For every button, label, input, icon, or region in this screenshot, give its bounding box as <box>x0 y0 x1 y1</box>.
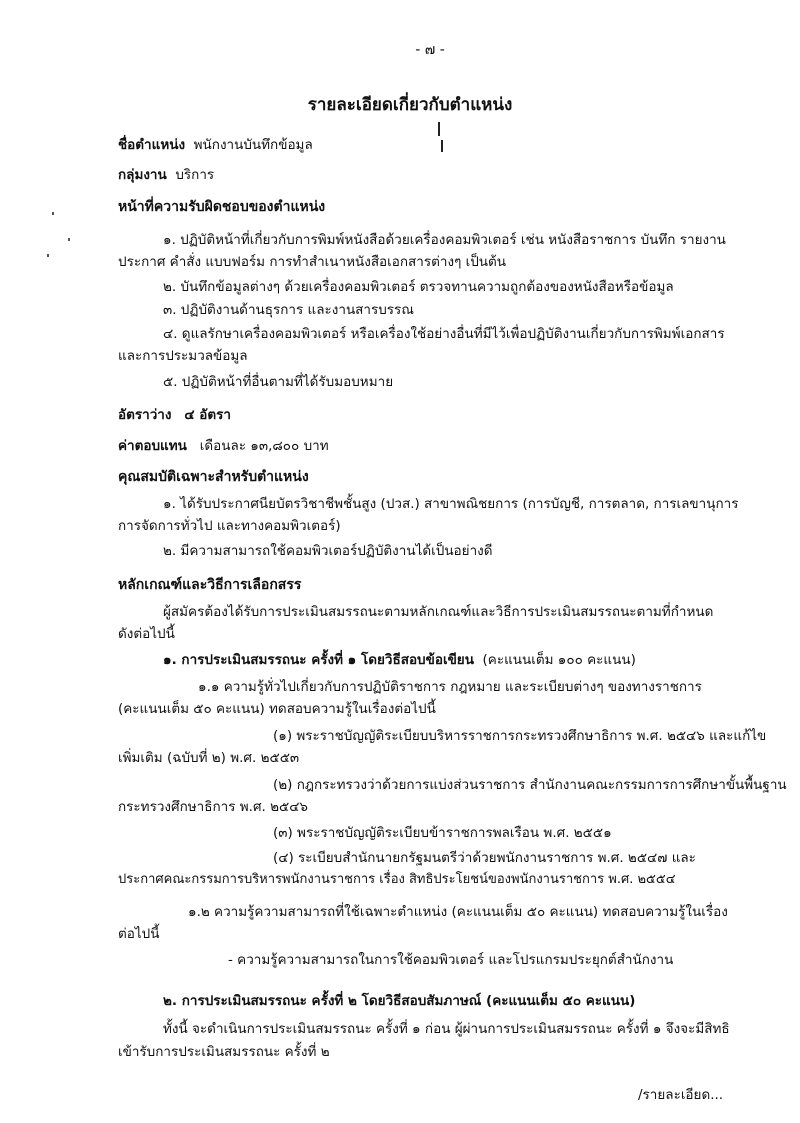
scan-mark <box>441 140 443 152</box>
salary-label: ค่าตอบแทน <box>118 438 187 454</box>
law-1: (๑) พระราชบัญญัติระเบียบบริหารราชการกระทรวงศึกษาธิการ พ.ศ. ๒๕๔๖ และแก้ไข <box>273 728 767 744</box>
sub-1-2-cont: ต่อไปนี้ <box>118 926 160 942</box>
duties-heading: หน้าที่ความรับผิดชอบของตำแหน่ง <box>118 199 326 215</box>
law-2-cont: กระทรวงศึกษาธิการ พ.ศ. ๒๕๔๖ <box>118 799 309 815</box>
page-title: รายละเอียดเกี่ยวกับตำแหน่ง <box>307 95 513 115</box>
law-4: (๔) ระเบียบสำนักนายกรัฐมนตรีว่าด้วยพนักงานราชการ พ.ศ. ๒๕๔๗ และ <box>273 850 696 866</box>
round-2-desc-cont: เข้ารับการประเมินสมรรถนะ ครั้งที่ ๒ <box>118 1044 330 1060</box>
scan-speck-2 <box>68 238 70 241</box>
duty-item-3: ๓. ปฏิบัติงานด้านธุรการ และงานสารบรรณ <box>163 302 414 318</box>
work-group-label: กลุ่มงาน <box>118 167 167 183</box>
sub-1-1: ๑.๑ ความรู้ทั่วไปเกี่ยวกับการปฏิบัติราชการ กฎหมาย และระเบียบต่างๆ ของทางราชการ <box>198 679 702 695</box>
selection-intro: ผู้สมัครต้องได้รับการประเมินสมรรถนะตามหลักเกณฑ์และวิธีการประเมินสมรรถนะตามที่กำหนด <box>163 604 714 620</box>
law-4-cont: ประกาศคณะกรรมการบริหารพนักงานราชการ เรื่อง สิทธิประโยชน์ของพนักงานราชการ พ.ศ. ๒๕๕๔ <box>118 872 676 887</box>
duty-item-2: ๒. บันทึกข้อมูลต่างๆ ด้วยเครื่องคอมพิวเตอร์ ตรวจทานความถูกต้องของหนังสือหรือข้อมูล <box>163 279 674 295</box>
scan-mark <box>438 122 440 136</box>
law-3: (๓) พระราชบัญญัติระเบียบข้าราชการพลเรือน พ.ศ. ๒๕๕๑ <box>273 825 612 841</box>
round-1-score: (คะแนนเต็ม ๑๐๐ คะแนน) <box>482 652 636 668</box>
page-number: - ๗ - <box>415 42 445 58</box>
position-name-row <box>118 135 313 155</box>
selection-intro-cont: ดังต่อไปนี้ <box>118 626 175 642</box>
position-name-value: พนักงานบันทึกข้อมูล <box>193 137 313 153</box>
qualification-item-1-cont: การจัดการทั่วไป และทางคอมพิวเตอร์) <box>118 518 341 534</box>
sub-1-1-cont: (คะแนนเต็ม ๕๐ คะแนน) ทดสอบความรู้ในเรื่องต่อไปนี้ <box>118 701 436 717</box>
salary-row <box>118 436 329 456</box>
vacancy-value: ๔ อัตรา <box>184 407 231 423</box>
scan-speck-1 <box>52 212 54 215</box>
law-2: (๒) กฎกระทรวงว่าด้วยการแบ่งส่วนราชการ สำนักงานคณะกรรมการการศึกษาขั้นพื้นฐาน <box>273 777 787 793</box>
law-1-cont: เพิ่มเติม (ฉบับที่ ๒) พ.ศ. ๒๕๕๓ <box>118 750 300 766</box>
round-2-desc: ทั้งนี้ จะดำเนินการประเมินสมรรถนะ ครั้งที่ ๑ ก่อน ผู้ผ่านการประเมินสมรรถนะ ครั้งที่ ๑ จึงจะมีสิทธิ <box>163 1021 730 1037</box>
round-1-row <box>163 650 636 670</box>
continuation-note: /รายละเอียด... <box>638 1087 724 1103</box>
qualifications-heading: คุณสมบัติเฉพาะสำหรับตำแหน่ง <box>118 469 309 485</box>
scan-speck-3 <box>47 254 49 257</box>
duty-item-4-cont: และการประมวลข้อมูล <box>118 348 248 364</box>
duty-item-4: ๔. ดูแลรักษาเครื่องคอมพิวเตอร์ หรือเครื่องใช้อย่างอื่นที่มีไว้เพื่อปฏิบัติงานเกี่ยวกับการพิมพ์เอกสาร <box>163 326 725 342</box>
duty-item-5: ๕. ปฏิบัติหน้าที่อื่นตามที่ได้รับมอบหมาย <box>163 374 394 390</box>
work-group-row <box>118 165 214 185</box>
duty-item-1-cont: ประกาศ คำสั่ง แบบฟอร์ม การทำสำเนาหนังสือเอกสารต่างๆ เป็นต้น <box>118 254 507 270</box>
duty-item-1: ๑. ปฏิบัติหน้าที่เกี่ยวกับการพิมพ์หนังสือด้วยเครื่องคอมพิวเตอร์ เช่น หนังสือราชการ บันทึก รายงาน <box>163 232 726 248</box>
vacancy-row <box>118 405 231 425</box>
round-2-title: ๒. การประเมินสมรรถนะ ครั้งที่ ๒ โดยวิธีสอบสัมภาษณ์ (คะแนนเต็ม ๕๐ คะแนน) <box>163 993 636 1009</box>
position-name-label: ชื่อตำแหน่ง <box>118 137 186 153</box>
vacancy-label: อัตราว่าง <box>118 407 172 423</box>
sub-1-2-item: - ความรู้ความสามารถในการใช้คอมพิวเตอร์ และโปรแกรมประยุกต์สำนักงาน <box>228 952 674 968</box>
qualification-item-1: ๑. ได้รับประกาศนียบัตรวิชาชีพชั้นสูง (ปวส.) สาขาพณิชยการ (การบัญชี, การตลาด, การเลขานุการ <box>163 496 739 512</box>
qualification-item-2: ๒. มีความสามารถใช้คอมพิวเตอร์ปฏิบัติงานได้เป็นอย่างดี <box>163 543 493 559</box>
salary-value: เดือนละ ๑๓,๘๐๐ บาท <box>199 438 329 454</box>
sub-1-2: ๑.๒ ความรู้ความสามารถที่ใช้เฉพาะตำแหน่ง (คะแนนเต็ม ๕๐ คะแนน) ทดสอบความรู้ในเรื่อง <box>188 904 728 920</box>
round-1-title: ๑. การประเมินสมรรถนะ ครั้งที่ ๑ โดยวิธีสอบข้อเขียน <box>163 652 474 668</box>
work-group-value: บริการ <box>175 167 215 183</box>
selection-heading: หลักเกณฑ์และวิธีการเลือกสรร <box>118 577 302 593</box>
